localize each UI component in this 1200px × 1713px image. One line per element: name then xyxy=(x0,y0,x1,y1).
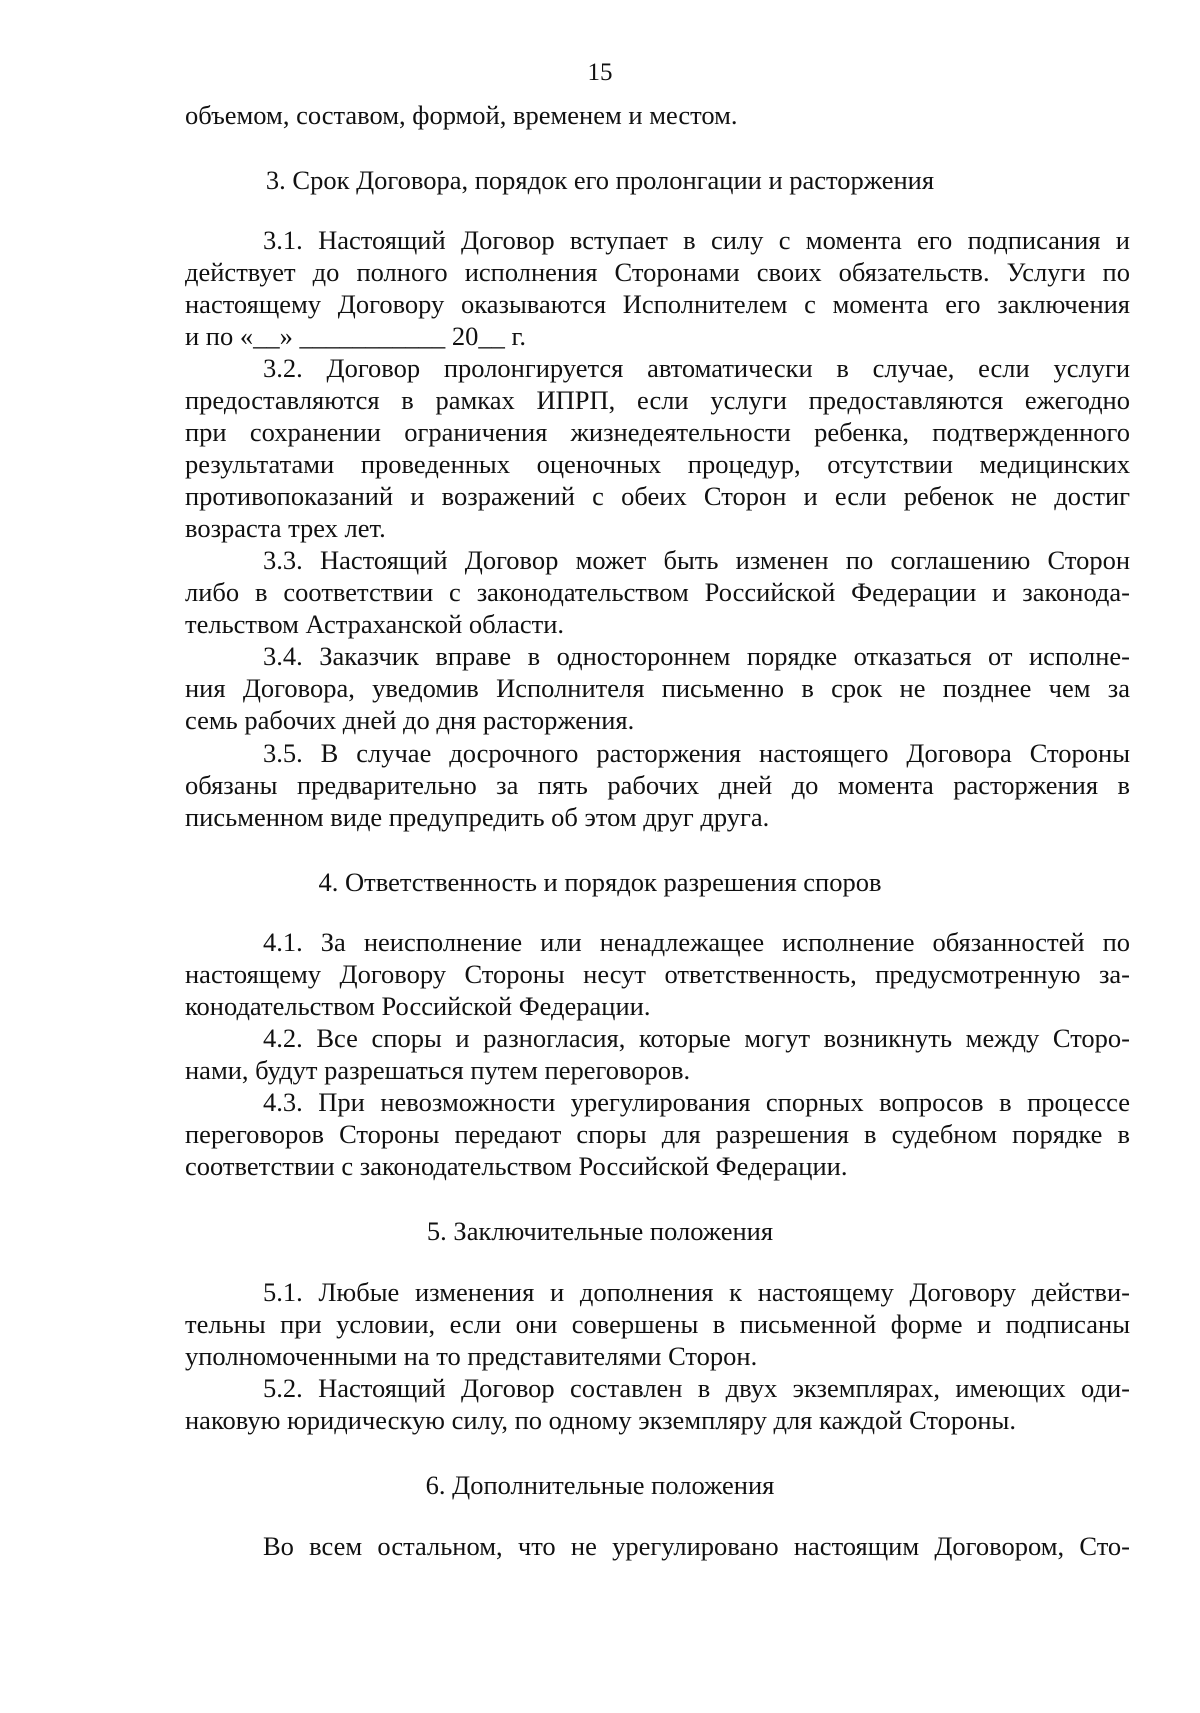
text-line: при сохранении ограничения жизнедеятельности ребенка, подтвержденного xyxy=(185,417,1130,447)
text-line: 3.5. В случае досрочного расторжения настоящего Договора Стороны xyxy=(263,738,1130,768)
text-line: 4.3. При невозможности урегулирования спорных вопросов в процессе xyxy=(263,1087,1130,1117)
text-line: объемом, составом, формой, временем и местом. xyxy=(185,100,738,130)
text-line: письменном виде предупредить об этом друг друга. xyxy=(185,802,770,832)
text-line: предоставляются в рамках ИПРП, если услуги предоставляются ежегодно xyxy=(185,385,1130,415)
text-line: семь рабочих дней до дня расторжения. xyxy=(185,705,635,735)
page-number: 15 xyxy=(587,59,613,86)
text-line: переговоров Стороны передают споры для разрешения в судебном порядке в xyxy=(185,1119,1130,1149)
text-line: 4.1. За неисполнение или ненадлежащее исполнение обязанностей по xyxy=(263,927,1130,957)
text-line: 3.4. Заказчик вправе в одностороннем порядке отказаться от исполне- xyxy=(263,641,1130,671)
text-line: обязаны предварительно за пять рабочих дней до момента расторжения в xyxy=(185,770,1130,800)
text-line: результатами проведенных оценочных процедур, отсутствии медицинских xyxy=(185,449,1130,479)
text-line: нами, будут разрешаться путем переговоров. xyxy=(185,1055,691,1085)
text-line: 3.1. Настоящий Договор вступает в силу с момента его подписания и xyxy=(263,225,1130,255)
text-line: противопоказаний и возражений с обеих Сторон и если ребенок не достиг xyxy=(185,481,1130,511)
text-line: 5.2. Настоящий Договор составлен в двух экземплярах, имеющих оди- xyxy=(263,1373,1130,1403)
text-line: 3.2. Договор пролонгируется автоматически в случае, если услуги xyxy=(263,353,1130,383)
text-line: 5.1. Любые изменения и дополнения к настоящему Договору действи- xyxy=(263,1277,1130,1307)
text-line: конодательством Российской Федерации. xyxy=(185,991,651,1021)
text-line: наковую юридическую силу, по одному экземпляру для каждой Стороны. xyxy=(185,1405,1016,1435)
section-heading-5: 5. Заключительные положения xyxy=(426,1216,774,1246)
text-line: настоящему Договору Стороны несут ответственность, предусмотренную за- xyxy=(185,959,1130,989)
text-line: и по «__» ___________ 20__ г. xyxy=(185,321,526,351)
text-line: действует до полного исполнения Сторонами своих обязательств. Услуги по xyxy=(185,257,1130,287)
section-heading-4: 4. Ответственность и порядок разрешения споров xyxy=(318,867,882,897)
text-line: соответствии с законодательством Российской Федерации. xyxy=(185,1151,848,1181)
text-line: тельны при условии, если они совершены в письменной форме и подписаны xyxy=(185,1309,1130,1339)
text-line: 3.3. Настоящий Договор может быть изменен по соглашению Сторон xyxy=(263,545,1130,575)
text-line: ния Договора, уведомив Исполнителя письменно в срок не позднее чем за xyxy=(185,673,1130,703)
text-line: тельством Астраханской области. xyxy=(185,609,565,639)
text-line: настоящему Договору оказываются Исполнителем с момента его заключения xyxy=(185,289,1130,319)
text-line: либо в соответствии с законодательством Российской Федерации и законода- xyxy=(185,577,1130,607)
text-line: возраста трех лет. xyxy=(185,513,386,543)
text-line: уполномоченными на то представителями Сторон. xyxy=(185,1341,758,1371)
section-heading-3: 3. Срок Договора, порядок его пролонгации и расторжения xyxy=(265,165,935,195)
text-line: Во всем остальном, что не урегулировано настоящим Договором, Сто- xyxy=(263,1531,1130,1561)
section-heading-6: 6. Дополнительные положения xyxy=(425,1470,775,1500)
text-line: 4.2. Все споры и разногласия, которые могут возникнуть между Сторо- xyxy=(263,1023,1130,1053)
